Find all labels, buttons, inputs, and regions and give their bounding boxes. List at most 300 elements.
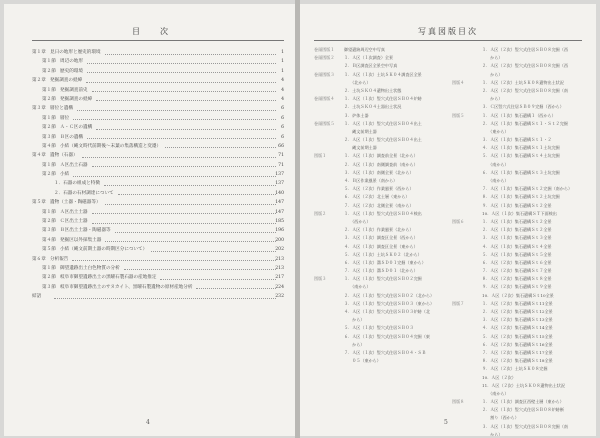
plate-caption: ５．Ａ区（１次）土坑ＳＫ０２（北から） xyxy=(344,251,422,257)
plate-caption: ２．Ａ区（２次）竪穴式住居ＳＢ０８完掘（西 xyxy=(482,63,568,69)
toc-entry xyxy=(32,264,284,273)
plate-entry xyxy=(314,177,450,185)
toc-entry-text: 御望遺跡出土白色物質の分析 xyxy=(60,265,120,271)
plate-entry xyxy=(452,144,586,152)
toc-entry-label: 第３節 xyxy=(42,284,56,290)
plate-caption: １．Ａ区（１次）竪穴式住居ＳＢ０４出土 xyxy=(344,120,422,126)
plate-caption: ３．Ａ区（１次）調査区全景（西から） xyxy=(344,235,418,241)
toc-entry-page: 224 xyxy=(275,284,284,290)
plate-entry xyxy=(452,431,586,436)
toc-entry xyxy=(32,273,284,282)
plate-caption: （東から） xyxy=(482,128,509,134)
plate-label: 図版６ xyxy=(452,218,465,224)
leader-dots xyxy=(73,119,276,120)
plate-caption: ２．Ａ区（１次）竪穴式住居ＳＢ０２（北から） xyxy=(344,292,435,298)
plate-caption: ２．Ａ区（１次）南側調査前（南から） xyxy=(344,161,418,167)
toc-entry-text: 岐阜市御望遺跡出土の黒曜石製石器の産地推定 xyxy=(60,275,157,281)
toc-entry-text: Ａ・Ｃ区の遺構 xyxy=(60,125,93,131)
plate-entry xyxy=(452,275,586,283)
toc-entry-text: 周辺の地形 xyxy=(60,59,83,65)
toc-entry-label: 第２節 xyxy=(42,68,56,74)
leader-dots xyxy=(118,194,276,195)
plate-entry xyxy=(314,95,450,103)
plate-caption: ３．炉体土器 xyxy=(344,112,369,118)
toc-entry xyxy=(32,217,284,226)
photo-list-left-column xyxy=(314,46,450,365)
toc-entry-text: 発掘調査の経緯 xyxy=(50,78,83,84)
toc-entry-label: 第１節 xyxy=(42,59,56,65)
page-number: 4 xyxy=(146,419,150,426)
toc-entry-label: 第２節 xyxy=(42,172,56,178)
toc-entry-text: Ｂ区出土土器・陶磁器等 xyxy=(60,228,111,234)
toc-entry-text: 小結（縄文時代前期後～末葉の集落構造と変遷） xyxy=(60,143,162,149)
plate-caption: １．Ａ区（１次調査）全景 xyxy=(344,55,394,61)
plate-entry xyxy=(452,234,586,242)
plate-caption: （南から） xyxy=(482,178,509,183)
plate-caption: ５．Ａ区（１次）集石遺構Ｓｔ４土坑完掘 xyxy=(482,153,560,159)
leader-dots xyxy=(105,204,276,205)
plate-entry xyxy=(452,259,586,267)
plate-label: 図版３ xyxy=(314,276,327,282)
plate-entry xyxy=(314,193,450,201)
plate-entry xyxy=(452,308,586,316)
leader-dots xyxy=(96,100,276,101)
plate-caption: ６．Ａ区（１次）竪穴式住居ＳＢ０４完掘（東 xyxy=(344,333,430,339)
plate-entry xyxy=(314,341,450,349)
plate-caption: 縄文前期土器 xyxy=(344,128,377,134)
toc-entry-label: 第１節 xyxy=(42,265,56,271)
toc-entry-label: 第４節 xyxy=(42,143,56,149)
plate-caption: １．Ａ区（１次）調査区西壁土層（東から） xyxy=(482,399,564,405)
plate-caption: ７．Ａ区（１次）溝ＳＤ０１（北から） xyxy=(344,268,418,274)
title-rule xyxy=(32,40,284,41)
plate-caption: から） xyxy=(482,431,503,436)
plate-entry xyxy=(314,202,450,210)
plate-entry xyxy=(452,169,586,177)
plate-caption: ５．Ａ区（２次）作業風景（西から） xyxy=(344,186,414,192)
toc-entry-text: 層位と遺構 xyxy=(50,106,73,112)
plate-caption: 10．Ａ区（２次）集石遺構Ｓｔ10全景 xyxy=(482,292,554,298)
plate-entry xyxy=(452,152,586,160)
leader-dots xyxy=(115,232,276,233)
toc-entry-text: 小結（縄文前期土器の時期区分について） xyxy=(60,247,148,253)
plate-entry xyxy=(314,275,450,283)
toc-list xyxy=(32,48,284,302)
plate-entry xyxy=(452,177,586,185)
plate-caption: １．Ａ区（１次）竪穴式住居ＳＢ０４炉跡 xyxy=(344,96,422,102)
plate-entry xyxy=(314,251,450,259)
toc-entry xyxy=(32,236,284,245)
leader-dots xyxy=(73,176,276,177)
plate-caption: ３．Ａ区（２次）集石遺構Ｓｔ13全景 xyxy=(482,317,553,323)
toc-entry-label: 第１節 xyxy=(42,162,56,168)
plate-entry xyxy=(452,210,586,218)
toc-entry-text: 層位 xyxy=(60,115,70,121)
toc-entry xyxy=(32,170,284,179)
toc-entry-text: Ｂ区の遺構 xyxy=(60,134,83,140)
plate-entry xyxy=(452,128,586,136)
plate-entry xyxy=(314,300,450,308)
toc-entry xyxy=(32,95,284,104)
plate-entry xyxy=(452,226,586,234)
plate-caption: ５．Ａ区（１次）竪穴式住居ＳＢ０３ xyxy=(344,325,414,331)
plate-entry xyxy=(314,210,450,218)
plate-entry xyxy=(314,218,450,226)
plate-entry xyxy=(314,120,450,128)
toc-entry-page: 217 xyxy=(275,275,284,281)
leader-dots xyxy=(96,129,276,130)
plate-caption: から） xyxy=(482,55,503,61)
plate-caption: から） xyxy=(482,71,503,77)
toc-entry-label: 第１節 xyxy=(42,87,56,93)
plate-label: 図版８ xyxy=(452,399,465,405)
plate-entry xyxy=(452,423,586,431)
plate-label: 巻頭図版５ xyxy=(314,120,335,126)
plate-entry xyxy=(452,112,586,120)
plate-entry xyxy=(314,316,450,324)
plate-caption: １．Ａ区（２次）竪穴式住居ＳＢ０８完掘（西 xyxy=(482,47,568,52)
plate-entry xyxy=(452,267,586,275)
plate-caption: ３．Ａ区（１次）竪穴式住居ＳＢ０８完掘（南 xyxy=(482,423,568,429)
toc-entry-label: 第２章 xyxy=(32,78,46,84)
leader-dots xyxy=(72,260,276,261)
plate-entry xyxy=(452,251,586,259)
plate-label: 巻頭図版１ xyxy=(314,47,335,52)
toc-entry xyxy=(32,67,284,76)
leader-dots xyxy=(87,72,276,73)
toc-entry-page: 6 xyxy=(281,106,284,112)
toc-entry-text: Ｃ区出土土器 xyxy=(60,219,88,225)
toc-entry-label: 第３節 xyxy=(42,134,56,140)
leader-dots xyxy=(165,147,276,148)
toc-entry xyxy=(32,57,284,66)
plate-caption: １．Ａ区（１次）竪穴式住居ＳＢ０４検出 xyxy=(344,210,422,216)
toc-entry-page: 137 xyxy=(275,172,284,178)
plate-entry xyxy=(314,87,450,95)
plate-caption: から） xyxy=(344,317,365,323)
plate-caption: 10．Ａ区（１次）集石遺構ＳＴ下面検出 xyxy=(482,210,557,216)
toc-entry xyxy=(32,133,284,142)
plate-label: 巻頭図版２ xyxy=(314,55,335,61)
plate-entry xyxy=(314,259,450,267)
plate-entry xyxy=(314,357,450,365)
leader-dots xyxy=(87,63,276,64)
toc-entry-label: 第２節 xyxy=(42,219,56,225)
toc-entry-label: 結語 xyxy=(32,294,42,300)
plate-entry xyxy=(452,185,586,193)
plate-entry xyxy=(452,71,586,79)
toc-entry-label: 第４節 xyxy=(42,237,56,243)
toc-entry-label: 第５章 xyxy=(32,200,46,206)
toc-entry-text: 発掘区以外採集土器 xyxy=(60,237,102,243)
leader-dots xyxy=(86,82,276,83)
toc-entry-page: 6 xyxy=(281,115,284,121)
plate-caption: ４．Ａ区（１次）竪穴式住居ＳＢ０３炉跡（北 xyxy=(344,309,430,314)
plate-caption: ８．Ａ区（２次）集石遺構Ｓｔ18全景 xyxy=(482,358,553,364)
plate-caption: ３．Ａ区（１次）南側全景（北から） xyxy=(344,169,414,175)
toc-entry-page: 4 xyxy=(281,96,284,102)
plate-entry xyxy=(452,120,586,128)
leader-dots xyxy=(87,138,276,139)
toc-entry-text: 歴史的環境 xyxy=(60,68,83,74)
toc-entry-page: 66 xyxy=(278,143,284,149)
leader-dots xyxy=(92,223,276,224)
plate-entry xyxy=(314,79,450,87)
plate-caption: ２．土坑ＳＫ０４遺物出土状態 xyxy=(344,87,402,93)
plate-caption: ２．土坑ＳＫ０４土器出土状況 xyxy=(344,104,402,110)
toc-entry-text: 見日の地形と歴史的環境 xyxy=(50,50,101,55)
toc-entry-label: 第２節 xyxy=(42,96,56,102)
plate-caption: ５．Ａ区（２次）集石遺構Ｓｔ15全景 xyxy=(482,333,553,339)
plate-caption: １．Ａ区（１次）集石遺構Ｓｔ２全景 xyxy=(482,218,552,224)
toc-entry-text: 遺物（石器） xyxy=(50,153,78,159)
plate-label: 図版４ xyxy=(452,79,465,85)
plate-caption: から） xyxy=(344,341,365,347)
plate-entry xyxy=(452,365,586,373)
toc-entry-page: 1 xyxy=(281,68,284,74)
toc-entry-page: 147 xyxy=(275,200,284,206)
toc-entry-page: 213 xyxy=(275,265,284,271)
toc-entry-text: 遺物（土器・陶磁器等） xyxy=(50,200,101,206)
toc-entry xyxy=(32,255,284,264)
plate-entry xyxy=(452,324,586,332)
plate-entry xyxy=(452,390,586,398)
plate-caption: ４．Ａ区（２次）集石遺構Ｓｔ14全景 xyxy=(482,325,553,331)
plate-entry xyxy=(452,283,586,291)
plate-entry xyxy=(314,185,450,193)
toc-entry-label: 第３節 xyxy=(42,228,56,234)
plate-entry xyxy=(452,62,586,70)
plate-entry xyxy=(314,112,450,120)
toc-entry xyxy=(32,198,284,207)
toc-entry-text: １．石器の組成と特徴 xyxy=(54,181,100,187)
toc-entry-text: Ａ区出土石器 xyxy=(60,162,88,168)
plate-caption: ９．Ａ区（２次）集石遺構Ｓｔ９全景 xyxy=(482,284,552,290)
plate-entry xyxy=(452,349,586,357)
plate-caption: ８．Ａ区（１次）集石遺構Ｓｔ２土坑完掘 xyxy=(482,194,560,200)
toc-entry-page: 185 xyxy=(275,219,284,225)
plate-label: 図版５ xyxy=(452,112,465,118)
plate-entry xyxy=(452,87,586,95)
plate-label: 図版２ xyxy=(314,210,327,216)
plate-entry xyxy=(452,406,586,414)
plate-caption: １．Ａ区（１次）調査前全景（北から） xyxy=(344,153,418,159)
toc-entry-label: 第２節 xyxy=(42,125,56,131)
plate-label: 図版７ xyxy=(452,300,465,306)
plate-caption: １．Ａ区（１次）竪穴式住居ＳＢ０２完掘 xyxy=(344,276,422,282)
plate-caption: ３．Ｃ区竪穴式住居ＳＢ０９完掘（西から） xyxy=(482,104,564,110)
plate-caption: ２．Ａ区（２次）竪穴式住居ＳＢ０８完掘（南 xyxy=(482,87,568,93)
plate-entry xyxy=(314,308,450,316)
toc-entry xyxy=(32,189,284,198)
toc-entry-page: 4 xyxy=(281,87,284,93)
plate-caption: ３．Ａ区（１次）集石遺構Ｓｔ１・２ xyxy=(482,137,552,143)
plate-caption: ２．Ａ区（１次）集石遺構Ｓｔ１・Ｓｔ２完掘 xyxy=(482,120,568,126)
toc-entry xyxy=(32,76,284,85)
plate-entry xyxy=(314,46,450,54)
leader-dots xyxy=(196,288,276,289)
plate-entry xyxy=(314,136,450,144)
plate-entry xyxy=(452,341,586,349)
toc-entry-text: 発掘調査の経緯 xyxy=(60,96,93,102)
plate-label: 巻頭図版４ xyxy=(314,96,335,102)
plate-entry xyxy=(452,95,586,103)
plate-entry xyxy=(314,226,450,234)
plate-entry xyxy=(452,316,586,324)
toc-entry xyxy=(32,245,284,254)
plate-entry xyxy=(314,234,450,242)
plate-caption: ４．Ｂ区作業風景（南から） xyxy=(344,178,398,183)
toc-entry xyxy=(32,208,284,217)
plate-entry xyxy=(452,333,586,341)
plate-caption: （南から） xyxy=(344,284,371,290)
plate-caption: 御望遺跡周辺空中写真 xyxy=(344,47,385,52)
leader-dots xyxy=(151,251,276,252)
plate-caption: ２．Ｂ区調査区全景空中写真 xyxy=(344,63,398,69)
plate-entry xyxy=(314,267,450,275)
plate-caption: 10．Ａ区（２次） xyxy=(482,374,516,380)
leader-dots xyxy=(105,241,276,242)
plate-caption: 割り（西から） xyxy=(482,415,519,421)
plate-entry xyxy=(314,324,450,332)
plate-caption: ５．Ａ区（１次）集石遺構Ｓｔ５全景 xyxy=(482,251,552,257)
plate-entry xyxy=(452,243,586,251)
plate-caption: ６．Ａ区（１次）溝ＳＤ０１完掘（東から） xyxy=(344,259,426,265)
plate-entry xyxy=(452,218,586,226)
toc-entry xyxy=(32,86,284,95)
plate-caption: ６．Ａ区（２次）集石遺構Ｓｔ16全景 xyxy=(482,341,553,347)
plate-caption: （南から） xyxy=(482,161,509,167)
toc-entry-page: 71 xyxy=(278,153,284,159)
plate-entry xyxy=(314,333,450,341)
plate-caption: ７．Ａ区（２次）集石遺構Ｓｔ７全景 xyxy=(482,268,552,274)
toc-entry-page: 71 xyxy=(278,162,284,168)
toc-entry xyxy=(32,179,284,188)
plate-caption: １．Ａ区（１次）土坑ＳＫ０４調査区全景 xyxy=(344,71,422,77)
toc-entry-label: 第１節 xyxy=(42,115,56,121)
plate-caption: ２．Ａ区（１次）竪穴式住居ＳＢ０４出土 xyxy=(344,137,422,143)
toc-entry-label: 第１節 xyxy=(42,209,56,215)
photo-toc-title: 写真図版目次 xyxy=(418,27,478,36)
toc-entry-page: 140 xyxy=(275,190,284,196)
toc-entry xyxy=(32,48,284,57)
toc-entry-label: 第１章 xyxy=(32,50,46,55)
toc-entry-label: 第２節 xyxy=(42,275,56,281)
toc-entry xyxy=(32,123,284,132)
plate-entry xyxy=(314,349,450,357)
plate-entry xyxy=(452,202,586,210)
plate-caption: （南から） xyxy=(482,390,509,396)
plate-entry xyxy=(452,161,586,169)
plate-caption: ７．Ａ区（１次）竪穴式住居ＳＢ０４・ＳＢ xyxy=(344,349,426,355)
toc-entry xyxy=(32,151,284,160)
toc-entry-text: 小結 xyxy=(60,172,70,178)
plate-entry xyxy=(314,169,450,177)
toc-entry-page: 6 xyxy=(281,125,284,131)
toc-entry xyxy=(32,114,284,123)
plate-entry xyxy=(452,103,586,111)
toc-entry-page: 200 xyxy=(275,237,284,243)
plate-entry xyxy=(314,54,450,62)
toc-entry-page: 6 xyxy=(281,134,284,140)
plate-caption: １．Ａ区（２次）集石遺構Ｓｔ11全景 xyxy=(482,300,553,306)
plate-entry xyxy=(314,161,450,169)
leader-dots xyxy=(92,91,276,92)
plate-caption: ６．Ａ区（２次）北土層（東から） xyxy=(344,194,410,200)
right-page xyxy=(300,4,596,436)
left-page xyxy=(4,4,295,436)
plate-entry xyxy=(314,243,450,251)
plate-entry xyxy=(452,382,586,390)
toc-entry-text: 岐阜市御望遺跡出土のサヌカイト、黒曜石製遺物の原材産地分析 xyxy=(60,284,193,290)
plate-entry xyxy=(452,292,586,300)
toc-entry-page: 196 xyxy=(275,228,284,234)
plate-entry xyxy=(314,152,450,160)
toc-entry xyxy=(32,161,284,170)
toc-entry-page: 1 xyxy=(281,59,284,65)
plate-entry xyxy=(314,292,450,300)
leader-dots xyxy=(77,110,276,111)
plate-entry xyxy=(452,79,586,87)
plate-caption: ７．Ａ区（２次）集石遺構Ｓｔ17全景 xyxy=(482,349,553,355)
plate-entry xyxy=(314,283,450,291)
plate-caption: ４．Ａ区（１次）集石遺構Ｓｔ１土坑完掘 xyxy=(482,145,560,151)
plate-entry xyxy=(452,193,586,201)
toc-entry-text: 発掘調査前史 xyxy=(60,87,88,93)
plate-entry xyxy=(314,103,450,111)
plate-caption: ７．Ａ区（１次）集石遺構Ｓｔ２完掘（南から） xyxy=(482,186,573,192)
toc-entry-page: 232 xyxy=(275,294,284,300)
toc-entry-page: 1 xyxy=(281,50,284,55)
toc-entry-text: ２．石器の石材調達について xyxy=(54,190,114,196)
plate-caption: から） xyxy=(482,96,503,102)
plate-caption: ３．Ａ区（１次）竪穴式住居ＳＢ０３（東から） xyxy=(344,300,435,306)
toc-entry-page: 202 xyxy=(275,247,284,253)
plate-entry xyxy=(452,54,586,62)
leader-dots xyxy=(54,298,276,299)
toc-entry-label: 第６章 xyxy=(32,256,46,262)
leader-dots xyxy=(92,166,276,167)
title-rule xyxy=(314,40,582,41)
toc-entry-page: 147 xyxy=(275,209,284,215)
plate-entry xyxy=(452,46,586,54)
toc-entry-page: 137 xyxy=(275,181,284,187)
plate-caption: ７．Ａ区（２次）北側全景（南から） xyxy=(344,202,414,208)
plate-caption: ９．Ａ区（１次）集石遺構Ｓｔ２全景 xyxy=(482,202,552,208)
toc-entry xyxy=(32,104,284,113)
leader-dots xyxy=(160,279,276,280)
plate-label: 巻頭図版３ xyxy=(314,71,335,77)
toc-entry-label: 第３章 xyxy=(32,106,46,112)
plate-caption: ６．Ａ区（１次）集石遺構Ｓｔ３土坑完掘 xyxy=(482,169,560,175)
toc-entry-text: Ａ区出土土器 xyxy=(60,209,88,215)
toc-entry xyxy=(32,226,284,235)
toc-entry-page: 4 xyxy=(281,78,284,84)
plate-entry xyxy=(452,357,586,365)
toc-entry xyxy=(32,292,284,301)
toc-entry-label: 第５節 xyxy=(42,247,56,253)
plate-caption: ２．Ａ区（２次）集石遺構Ｓｔ12全景 xyxy=(482,309,553,314)
plate-entry xyxy=(314,71,450,79)
plate-caption: ４．Ａ区（１次）調査区全景（東から） xyxy=(344,243,418,249)
leader-dots xyxy=(124,269,276,270)
plate-entry xyxy=(452,136,586,144)
toc-entry xyxy=(32,283,284,292)
toc-entry-text: 分析報告 xyxy=(50,256,69,262)
page-number: 5 xyxy=(444,419,448,426)
plate-caption: ３．Ａ区（１次）集石遺構Ｓｔ３全景 xyxy=(482,235,552,241)
plate-caption: 11．Ａ区（２次）土坑ＳＫ０８遺物出土状況 xyxy=(482,382,565,388)
